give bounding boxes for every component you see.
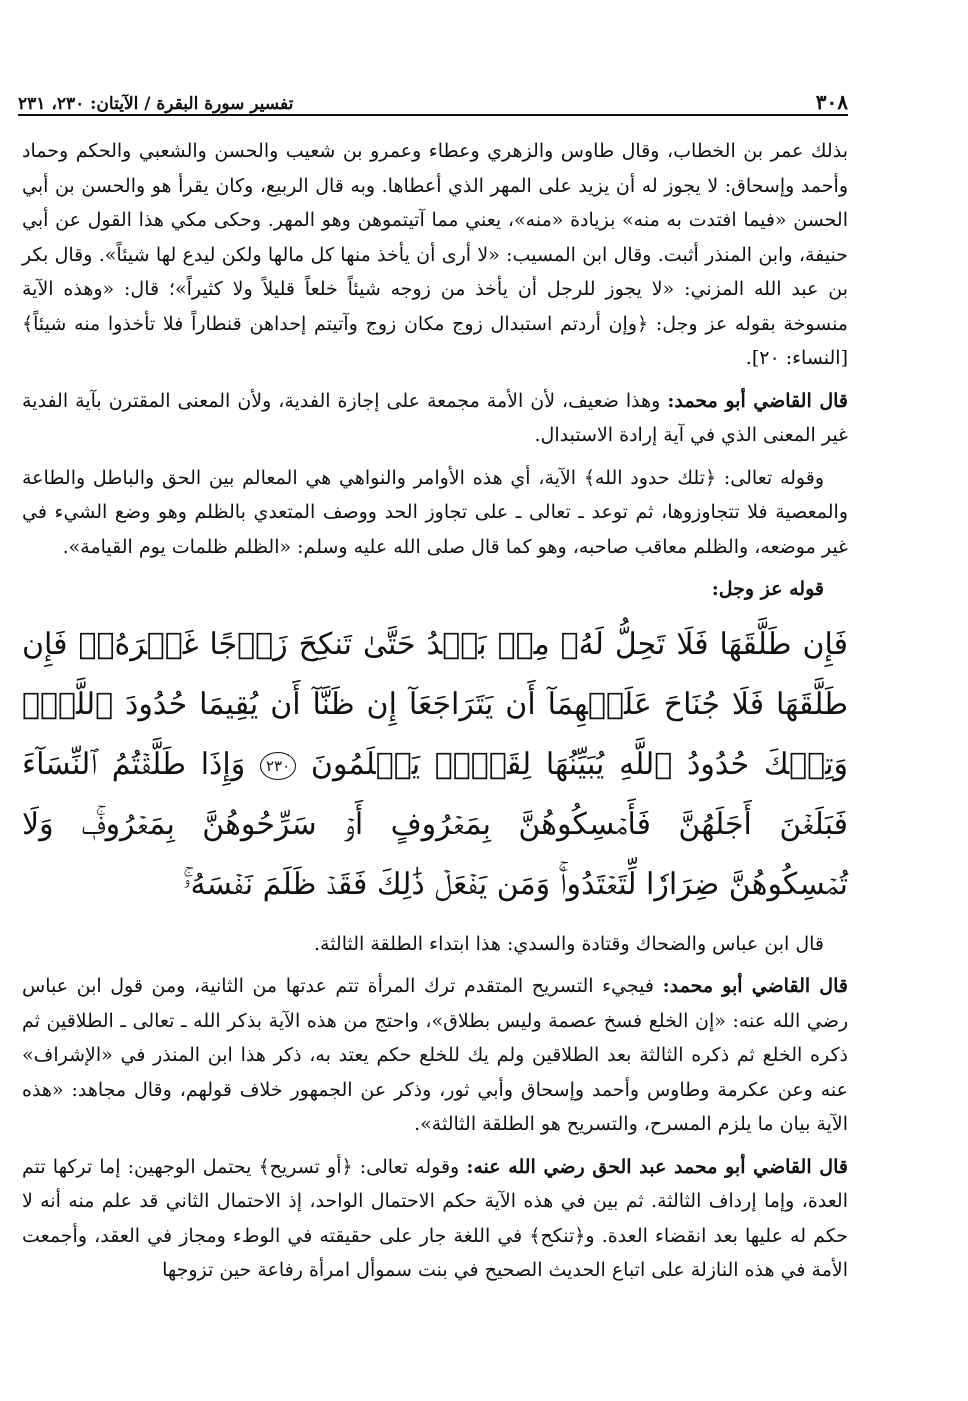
paragraph-text: وقوله تعالى: ﴿أو تسريح﴾ يحتمل الوجهين: إما تركها تتم العدة، وإما إرداف الثالثة. ثم بين في هذه الآية حكم الاحتمال الواحد، إذ الاحتمال الثاني قد علم منه أنه لا حكم له عليها بعد انقضاء العدة. و﴿تنكح﴾ في اللغة جار على حقيقته في الوطء ومجاز في العقد، وأجمعت الأمة في هذه النازلة على اتباع الحديث الصحيح في بنت سموأل امرأة رفاعة حين تزوجها <box>22 1155 848 1281</box>
paragraph <box>22 969 848 1142</box>
paragraph-lead: قال القاضي أبو محمد: <box>667 389 848 412</box>
running-title: تفسير سورة البقرة / الآيتان: ٢٣٠، ٢٣١ <box>18 94 294 114</box>
page-body <box>22 134 848 1296</box>
quran-verse-231: وَإِذَا طَلَّقۡتُمُ ٱلنِّسَآءَ فَبَلَغۡنَ أَجَلَهُنَّ فَأَمۡسِكُوهُنَّ بِمَعۡرُوفٍ أَوۡ سَرِّحُوهُنَّ بِمَعۡرُوفٖۚ وَلَا تُمۡسِكُوهُنَّ ضِرَارٗا لِّتَعۡتَدُواْۚ وَمَن يَفۡعَلۡ ذَٰلِكَ فَقَدۡ ظَلَمَ نَفۡسَهُۥۚ <box>22 746 848 902</box>
paragraph-lead: قال القاضي أبو محمد عبد الحق رضي الله عنه: <box>466 1155 848 1178</box>
paragraph <box>22 572 848 607</box>
paragraph-text: فيجيء التسريح المتقدم ترك المرأة تتم عدتها من الثانية، ومن قول ابن عباس رضي الله عنه: «إن الخلع فسخ عصمة وليس بطلاق»، واحتج من هذه الآية بذكر الله ـ تعالى ـ الطلاقين ثم ذكره الخلع ثم ذكره الثالثة بعد الطلاقين ولم يك للخلع حكم يعتد به، ذكر هذا ابن المنذر في «الإشراف» عنه وعن عكرمة وطاوس وأحمد وإسحاق وأبي ثور، وذكر عن الجمهور خلاف قولهم، وقال مجاهد: «هذه الآية بيان ما يلزم المسرح، والتسريح هو الطلقة الثالثة». <box>22 975 849 1135</box>
quran-verses <box>22 615 848 915</box>
paragraph-text: بذلك عمر بن الخطاب، وقال طاوس والزهري وعطاء وعمرو بن شعيب والحسن والشعبي والحكم وحماد وأحمد وإسحاق: لا يجوز له أن يزيد على المهر الذي أعطاها. وبه قال الربيع، وكان يقرأ هو والحسن بن أبي الحسن «فيما افتدت به منه» بزيادة «منه»، يعني مما آتيتموهن وهو المهر. وحكى مكي هذا القول عن أبي حنيفة، وابن المنذر أثبت. وقال ابن المسيب: «لا أرى أن يأخذ منها كل مالها ولكن ليدع لها شيئاً». وقال بكر بن عبد الله المزني: «لا يجوز للرجل أن يأخذ من زوجه شيئاً خلعاً قليلاً ولا كثيراً»؛ قال: «وهذه الآية منسوخة بقوله عز وجل: ﴿وإن أردتم استبدال زوج مكان زوج وآتيتم إحداهن قنطاراً فلا تأخذوا منه شيئاً﴾ [النساء: ٢٠]. <box>22 140 848 369</box>
paragraph <box>22 461 848 565</box>
paragraph-lead: قال القاضي أبو محمد: <box>662 975 848 997</box>
ayah-number-marker: ٢٣٠ <box>260 752 296 780</box>
paragraph-text: قوله عز وجل: <box>711 578 824 600</box>
quran-verse-230: فَإِن طَلَّقَهَا فَلَا تَحِلُّ لَهُۥ مِنۢ بَعۡدُ حَتَّىٰ تَنكِحَ زَوۡجًا غَيۡرَهُۥۗ فَإِن طَلَّقَهَا فَلَا جُنَاحَ عَلَيۡهِمَآ أَن يَتَرَاجَعَآ إِن ظَنَّآ أَن يُقِيمَا حُدُودَ ٱللَّهِۗ وَتِلۡكَ حُدُودُ ٱللَّهِ يُبَيِّنُهَا لِقَوۡمٖ يَعۡلَمُونَ <box>22 626 848 782</box>
paragraph <box>22 1150 848 1288</box>
header-rule <box>18 114 848 116</box>
paragraph <box>22 134 848 376</box>
paragraph <box>22 927 848 962</box>
paragraph-text: وهذا ضعيف، لأن الأمة مجمعة على إجازة الفدية، ولأن المعنى المقترن بآية الفدية غير المعنى الذي في آية إرادة الاستبدال. <box>22 389 848 446</box>
paragraph <box>22 384 848 453</box>
page-header <box>18 84 848 114</box>
page-number: ٣٠٨ <box>815 90 848 114</box>
paragraph-text: وقوله تعالى: ﴿تلك حدود الله﴾ الآية، أي هذه الأوامر والنواهي هي المعالم بين الحق والباطل والطاعة والمعصية فلا تتجاوزوها، ثم توعد ـ تعالى ـ على تجاوز الحد ووصف المتعدي بالظلم وهو وضع الشيء في غير موضعه، والظلم معاقب صاحبه، وهو كما قال صلى الله عليه وسلم: «الظلم ظلمات يوم القيامة». <box>22 466 848 558</box>
paragraph-text: قال ابن عباس والضحاك وقتادة والسدي: هذا ابتداء الطلقة الثالثة. <box>313 932 824 955</box>
